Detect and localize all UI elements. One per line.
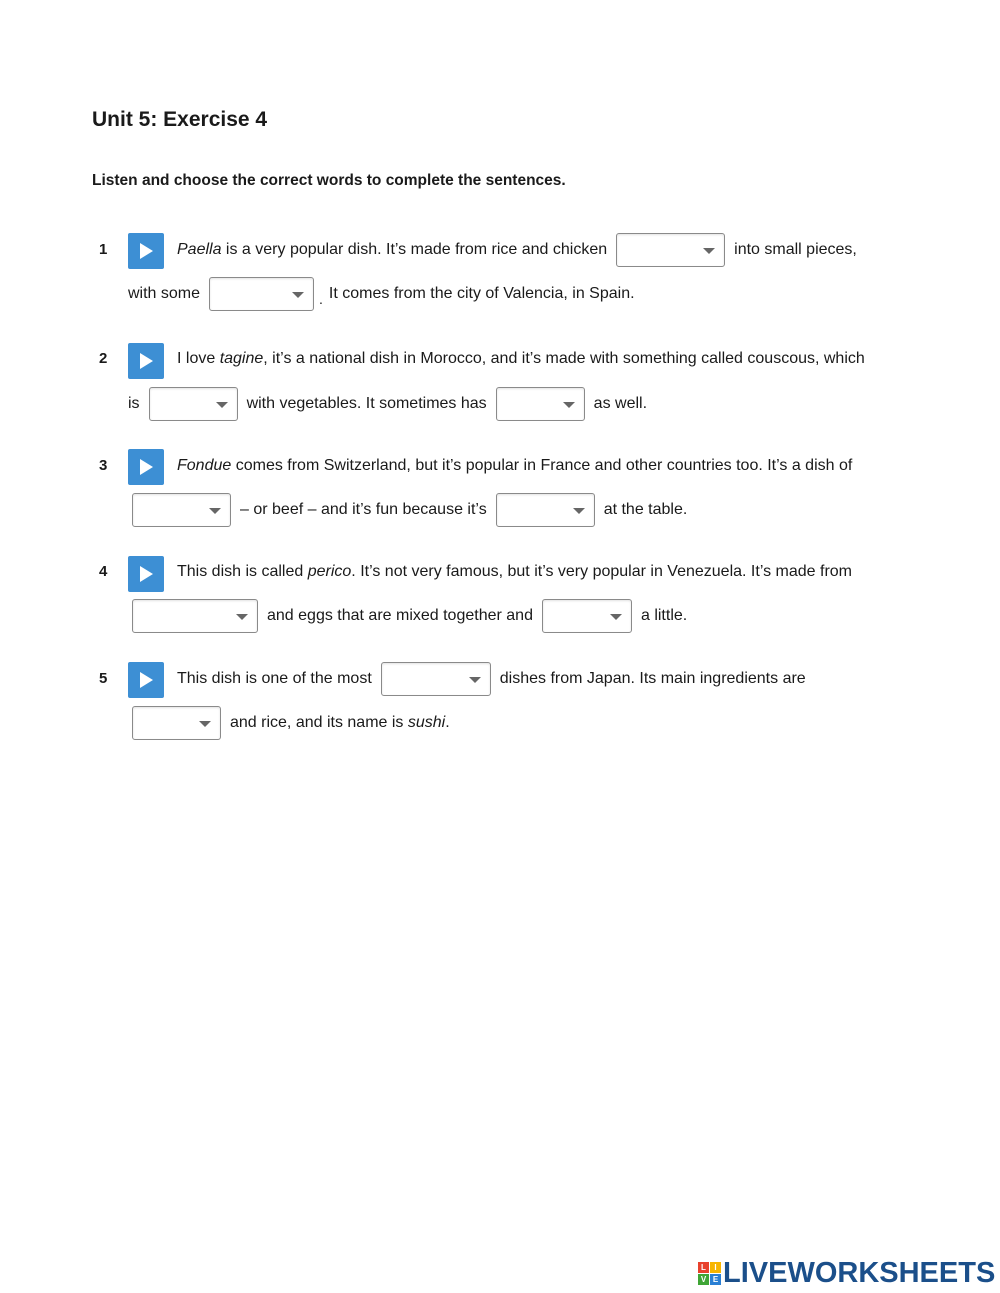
sentence-text: as well. bbox=[593, 395, 648, 412]
sentence-text: It comes from the city of Valencia, in Spain. bbox=[328, 285, 635, 302]
item-number: 2 bbox=[99, 350, 108, 367]
play-icon bbox=[138, 671, 154, 689]
logo-letter: I bbox=[710, 1262, 721, 1273]
sentence-text: and eggs that are mixed together and bbox=[267, 607, 533, 624]
dish-name: tagine bbox=[219, 350, 264, 367]
sentence-text: – or beef – and it’s fun because it’s bbox=[240, 501, 487, 518]
chevron-down-icon bbox=[703, 248, 715, 254]
sentence-text: This dish is one of the most bbox=[177, 670, 372, 687]
dish-name: Fondue bbox=[177, 457, 232, 474]
chevron-down-icon bbox=[469, 677, 481, 683]
item-number: 3 bbox=[99, 457, 108, 474]
logo-letter: E bbox=[710, 1274, 721, 1285]
sentence-text: I love bbox=[177, 350, 220, 367]
sentence-text: , it’s a national dish in Morocco, and it’s made with something called couscous, which bbox=[263, 350, 865, 367]
answer-dropdown-4b[interactable] bbox=[542, 599, 632, 633]
liveworksheets-logo bbox=[698, 1258, 995, 1288]
sentence-text: into small pieces, bbox=[734, 241, 857, 258]
play-icon bbox=[138, 352, 154, 370]
sentence-text: and rice, and its name is bbox=[230, 714, 408, 731]
sentence-line bbox=[132, 705, 450, 741]
chevron-down-icon bbox=[610, 614, 622, 620]
instructions: Listen and choose the correct words to complete the sentences. bbox=[92, 172, 566, 189]
answer-dropdown-1a[interactable] bbox=[616, 233, 725, 267]
page-title: Unit 5: Exercise 4 bbox=[92, 108, 268, 131]
sentence-text: . It’s not very famous, but it’s very popular in Venezuela. It’s made from bbox=[351, 563, 852, 580]
logo-letter: V bbox=[698, 1274, 709, 1285]
sentence-text: a little. bbox=[640, 607, 688, 624]
sentence-line bbox=[128, 276, 635, 312]
chevron-down-icon bbox=[292, 292, 304, 298]
play-audio-button-5[interactable] bbox=[128, 662, 164, 698]
sentence-text: . bbox=[445, 714, 450, 731]
play-icon bbox=[138, 242, 154, 260]
logo-letter: L bbox=[698, 1262, 709, 1273]
answer-dropdown-5b[interactable] bbox=[132, 706, 221, 740]
sentence-line bbox=[177, 341, 865, 377]
sentence-line bbox=[132, 492, 687, 528]
sentence-line bbox=[177, 554, 852, 590]
item-number: 4 bbox=[99, 563, 108, 580]
play-audio-button-1[interactable] bbox=[128, 233, 164, 269]
sentence-line bbox=[128, 386, 647, 422]
logo-text: LIVEWORKSHEETS bbox=[723, 1256, 996, 1289]
chevron-down-icon bbox=[563, 402, 575, 408]
logo-mark-icon bbox=[698, 1262, 721, 1285]
chevron-down-icon bbox=[209, 508, 221, 514]
answer-dropdown-3a[interactable] bbox=[132, 493, 231, 527]
answer-dropdown-5a[interactable] bbox=[381, 662, 491, 696]
chevron-down-icon bbox=[236, 614, 248, 620]
dish-name: Paella bbox=[177, 241, 222, 258]
sentence-text: This dish is called bbox=[177, 563, 308, 580]
answer-dropdown-1b[interactable] bbox=[209, 277, 314, 311]
dish-name: perico bbox=[307, 563, 352, 580]
answer-dropdown-2b[interactable] bbox=[496, 387, 585, 421]
sentence-text: with vegetables. It sometimes has bbox=[246, 395, 487, 412]
sentence-text: with some bbox=[128, 285, 201, 302]
sentence-text: comes from Switzerland, but it’s popular in France and other countries too. It’s a dish of bbox=[231, 457, 853, 474]
sentence-text: at the table. bbox=[603, 501, 688, 518]
play-audio-button-3[interactable] bbox=[128, 449, 164, 485]
play-audio-button-4[interactable] bbox=[128, 556, 164, 592]
item-number: 1 bbox=[99, 241, 108, 258]
sentence-text: is bbox=[128, 395, 140, 412]
answer-dropdown-2a[interactable] bbox=[149, 387, 238, 421]
sentence-text: dishes from Japan. Its main ingredients are bbox=[499, 670, 806, 687]
sentence-text: . bbox=[319, 291, 323, 307]
sentence-text: is a very popular dish. It’s made from rice and chicken bbox=[221, 241, 608, 258]
sentence-line bbox=[132, 598, 687, 634]
play-audio-button-2[interactable] bbox=[128, 343, 164, 379]
play-icon bbox=[138, 458, 154, 476]
sentence-line bbox=[177, 661, 806, 697]
sentence-line bbox=[177, 448, 852, 484]
item-number: 5 bbox=[99, 670, 108, 687]
chevron-down-icon bbox=[199, 721, 211, 727]
dish-name: sushi bbox=[407, 714, 446, 731]
play-icon bbox=[138, 565, 154, 583]
chevron-down-icon bbox=[573, 508, 585, 514]
sentence-line bbox=[177, 232, 857, 268]
answer-dropdown-4a[interactable] bbox=[132, 599, 258, 633]
answer-dropdown-3b[interactable] bbox=[496, 493, 595, 527]
chevron-down-icon bbox=[216, 402, 228, 408]
